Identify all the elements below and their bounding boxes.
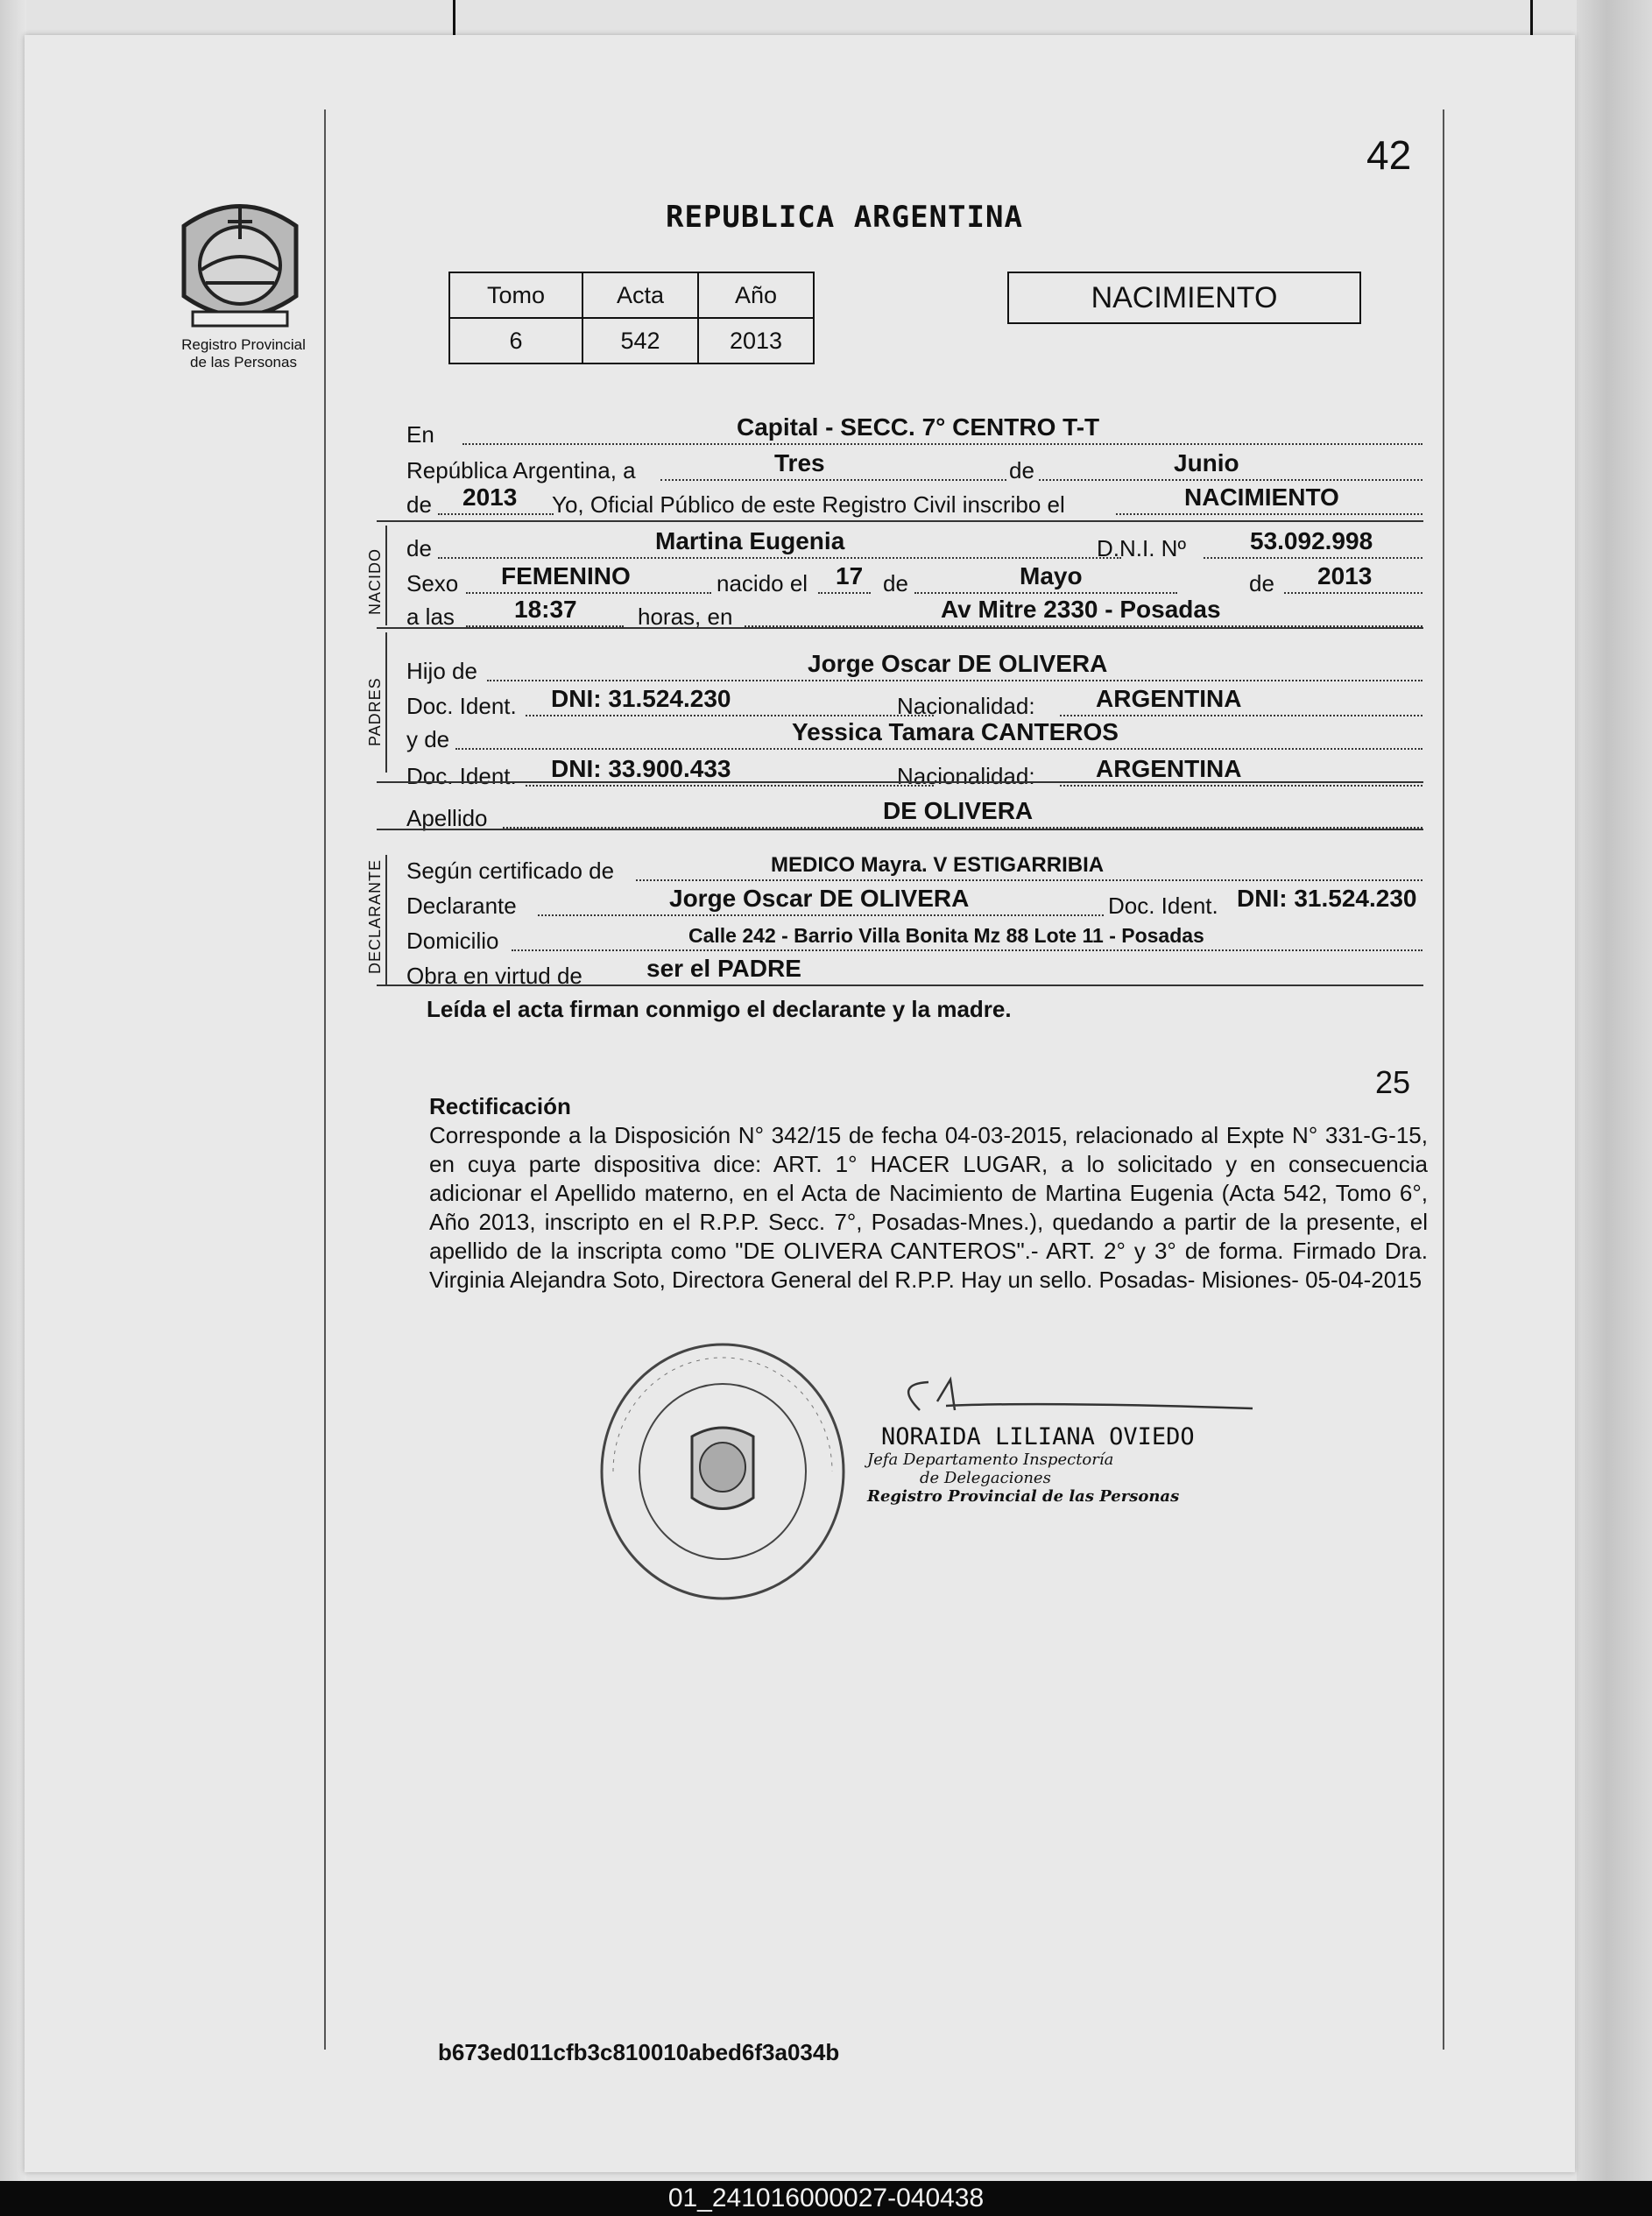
reference-table <box>448 272 815 364</box>
row-nombre <box>406 524 1423 562</box>
value-dni: 53.092.998 <box>1250 527 1373 554</box>
footer-bar <box>0 2181 1652 2216</box>
official-stamp <box>596 1340 850 1603</box>
page-title: REPUBLICA ARGENTINA <box>666 200 1023 235</box>
label-oficial: Yo, Oficial Público de este Registro Civil inscribo el <box>552 491 1065 518</box>
label-segun: Según certificado de <box>406 857 615 884</box>
label-declarante: Declarante <box>406 893 517 919</box>
row-certificado <box>406 846 1423 885</box>
label-domicilio: Domicilio <box>406 928 499 954</box>
value-nombre: Martina Eugenia <box>655 527 845 554</box>
label-apellido: Apellido <box>406 805 488 831</box>
signer-name: NORAIDA LILIANA OVIEDO <box>881 1423 1195 1450</box>
value-sexo: FEMENINO <box>501 562 631 589</box>
value-mes-nac: Mayo <box>1020 562 1083 589</box>
row-declarante <box>406 881 1423 920</box>
label-nacionalidad: Nacionalidad: <box>897 693 1035 719</box>
closing-statement: Leída el acta firman conmigo el declarante y la madre. <box>427 996 1012 1022</box>
signer-title: Jefa Departamento Inspectoría <box>867 1450 1114 1469</box>
value-lugar-nac: Av Mitre 2330 - Posadas <box>941 596 1221 623</box>
signer-department: de Delegaciones <box>920 1469 1051 1487</box>
label-de-anio2: de <box>1249 570 1274 596</box>
registry-caption-line1: Registro Provincial <box>181 336 306 353</box>
label-de-anio: de <box>406 491 432 518</box>
value-certificado: MEDICO Mayra. V ESTIGARRIBIA <box>771 853 1105 877</box>
value-anio: 2013 <box>462 483 518 511</box>
label-en: En <box>406 421 434 448</box>
value-mes: Junio <box>1174 449 1239 476</box>
label-de-nombre: de <box>406 535 432 561</box>
value-acta: 542 <box>582 318 698 363</box>
row-madre-doc <box>406 752 1423 790</box>
value-madre: Yessica Tamara CANTEROS <box>792 718 1119 745</box>
header-acta: Acta <box>582 272 698 318</box>
row-madre <box>406 715 1423 753</box>
row-hora <box>406 592 1423 631</box>
act-type-box: NACIMIENTO <box>1007 272 1361 324</box>
row-fecha <box>406 446 1423 484</box>
side-label-nacido: NACIDO <box>366 547 384 615</box>
value-obra: ser el PADRE <box>646 955 801 982</box>
value-madre-doc: DNI: 33.900.433 <box>551 755 731 782</box>
label-republica: República Argentina, a <box>406 457 636 483</box>
signer-institution: Registro Provincial de las Personas <box>867 1487 1180 1506</box>
value-hora: 18:37 <box>514 596 577 623</box>
row-padre <box>406 646 1423 685</box>
value-declarante: Jorge Oscar DE OLIVERA <box>669 885 970 912</box>
value-madre-nac: ARGENTINA <box>1096 755 1242 782</box>
row-anio <box>406 480 1423 519</box>
label-doc-ident-madre: Doc. Ident. <box>406 763 517 789</box>
row-domicilio <box>406 916 1423 955</box>
row-apellido <box>406 794 1423 832</box>
rectification-number: 25 <box>1375 1064 1411 1100</box>
label-nacido-el: nacido el <box>717 570 808 596</box>
label-dni: D.N.I. Nº <box>1097 535 1186 561</box>
value-dia-letras: Tres <box>774 449 825 476</box>
label-obra: Obra en virtud de <box>406 963 582 989</box>
side-label-padres: PADRES <box>366 677 384 746</box>
rectification-body: Corresponde a la Disposición N° 342/15 de fecha 04-03-2015, relacionado al Expte N° 331-G-15, en cuya parte dispositiva dice: ART. 1° HACER LUGAR, a lo solicitado y en consecuencia adicionar el Apellido materno, en el Acta de Nacimiento de Martina Eugenia (Acta 542, Tomo 6°, Año 2013, inscripto en el R.P.P. Secc. 7°, Posadas-Mnes.), quedando a partir de la presente, el apellido de la inscripta como "DE OLIVERA CANTEROS".- ART. 2° y 3° de forma. Firmado Dra. Virginia Alejandra Soto, Directora General del R.P.P. Hay un sello. Posadas- Misiones- 05-04-2015 <box>429 1122 1428 1293</box>
label-de-mes2: de <box>883 570 908 596</box>
value-anio: 2013 <box>698 318 814 363</box>
value-padre: Jorge Oscar DE OLIVERA <box>808 650 1108 677</box>
label-y-de: y de <box>406 726 450 752</box>
value-acto: NACIMIENTO <box>1184 483 1339 511</box>
value-domicilio: Calle 242 - Barrio Villa Bonita Mz 88 Lote 11 - Posadas <box>688 924 1204 947</box>
side-label-declarante: DECLARANTE <box>366 858 384 974</box>
form-frame <box>324 109 1444 2050</box>
province-seal-logo <box>175 191 305 331</box>
document-hash: b673ed011cfb3c810010abed6f3a034b <box>438 2039 840 2065</box>
value-lugar: Capital - SECC. 7° CENTRO T-T <box>737 413 1100 441</box>
scan-edge-right <box>1577 0 1652 2181</box>
label-doc-ident-declarante: Doc. Ident. <box>1108 893 1218 919</box>
value-padre-nac: ARGENTINA <box>1096 685 1242 712</box>
signature-block <box>867 1375 1261 1506</box>
value-dia: 17 <box>836 562 864 589</box>
scan-edge-left <box>0 0 26 2181</box>
label-a-las: a las <box>406 603 455 630</box>
label-doc-ident: Doc. Ident. <box>406 693 517 719</box>
label-hijo-de: Hijo de <box>406 658 477 684</box>
binding-mark <box>1530 0 1533 35</box>
label-horas-en: horas, en <box>638 603 733 630</box>
value-anio-nac: 2013 <box>1317 562 1373 589</box>
value-padre-doc: DNI: 31.524.230 <box>551 685 731 712</box>
label-de-mes: de <box>1009 457 1034 483</box>
value-tomo: 6 <box>449 318 582 363</box>
value-apellido: DE OLIVERA <box>883 797 1034 824</box>
page-number: 42 <box>1366 132 1412 178</box>
label-nacionalidad-madre: Nacionalidad: <box>897 763 1035 789</box>
value-declarante-doc: DNI: 31.524.230 <box>1237 885 1417 912</box>
label-sexo: Sexo <box>406 570 459 596</box>
header-anio: Año <box>698 272 814 318</box>
row-lugar <box>406 410 1423 448</box>
handwritten-signature <box>867 1375 1261 1419</box>
footer-id: 01_241016000027-040438 <box>667 2184 985 2212</box>
header-tomo: Tomo <box>449 272 582 318</box>
rectification-heading: Rectificación <box>429 1093 571 1119</box>
registry-caption <box>162 336 325 371</box>
registry-caption-line2: de las Personas <box>190 354 297 371</box>
